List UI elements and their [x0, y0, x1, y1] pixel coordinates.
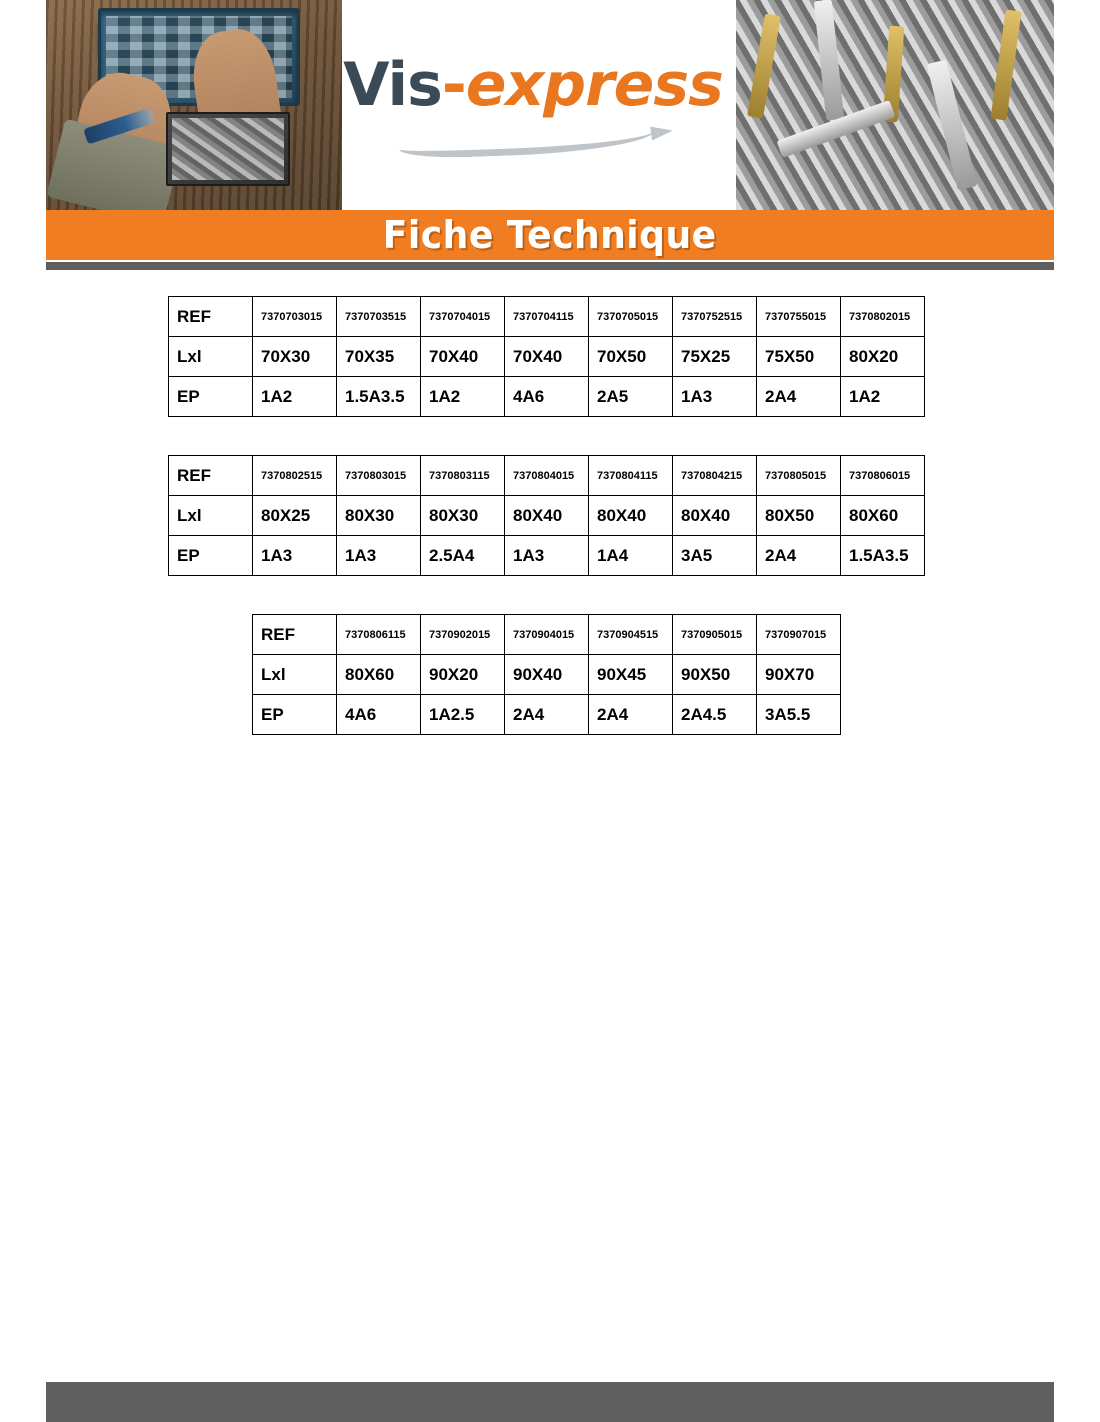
cell-lxl: 70X40	[421, 337, 505, 377]
cell-lxl: 80X40	[589, 496, 673, 536]
table-row	[253, 695, 841, 735]
page-footer-bar	[46, 1382, 1054, 1422]
logo-swoosh-icon	[399, 122, 667, 148]
cell-ep: 1A3	[505, 536, 589, 576]
cell-ref: 7370907015	[757, 615, 841, 655]
cell-lxl: 80X60	[841, 496, 925, 536]
workbench-screws-photo	[46, 0, 342, 210]
cell-ep: 2A4.5	[673, 695, 757, 735]
cell-lxl: 80X60	[337, 655, 421, 695]
cell-ref: 7370804115	[589, 456, 673, 496]
cell-ref: 7370704015	[421, 297, 505, 337]
cell-ref: 7370704115	[505, 297, 589, 337]
cell-ep: 1A3	[253, 536, 337, 576]
row-label-ref: REF	[169, 456, 253, 496]
cell-ep: 1A2	[253, 377, 337, 417]
logo-text	[343, 50, 723, 120]
cell-lxl: 90X20	[421, 655, 505, 695]
logo-text-express: express	[465, 50, 723, 120]
table-row	[169, 496, 925, 536]
cell-lxl: 70X30	[253, 337, 337, 377]
cell-lxl: 90X70	[757, 655, 841, 695]
cell-ref: 7370904515	[589, 615, 673, 655]
cell-ref: 7370904015	[505, 615, 589, 655]
row-label-ref: REF	[169, 297, 253, 337]
cell-ep: 2A4	[757, 536, 841, 576]
cell-ref: 7370802515	[253, 456, 337, 496]
cell-ep: 1.5A3.5	[337, 377, 421, 417]
logo-text-dash: -	[441, 50, 466, 120]
cell-ep: 4A6	[337, 695, 421, 735]
cell-ref: 7370803115	[421, 456, 505, 496]
row-label-ep: EP	[253, 695, 337, 735]
cell-lxl: 70X50	[589, 337, 673, 377]
cell-ref: 7370806115	[337, 615, 421, 655]
banner-divider	[46, 262, 1054, 270]
row-label-ep: EP	[169, 536, 253, 576]
cell-ref: 7370705015	[589, 297, 673, 337]
cell-ep: 4A6	[505, 377, 589, 417]
cell-ref: 7370755015	[757, 297, 841, 337]
table-row	[169, 456, 925, 496]
cell-lxl: 90X45	[589, 655, 673, 695]
cell-ep: 1.5A3.5	[841, 536, 925, 576]
cell-ref: 7370703515	[337, 297, 421, 337]
row-label-lxl: Lxl	[169, 496, 253, 536]
cell-ep: 1A3	[673, 377, 757, 417]
screw-tray-secondary	[166, 112, 290, 186]
page-title: Fiche Technique	[383, 213, 717, 257]
table-row	[253, 615, 841, 655]
cell-ref: 7370902015	[421, 615, 505, 655]
cell-ref: 7370804015	[505, 456, 589, 496]
cell-ref: 7370806015	[841, 456, 925, 496]
spec-table-3	[252, 614, 841, 735]
cell-ep: 2A4	[757, 377, 841, 417]
table-row	[253, 655, 841, 695]
table-row	[169, 536, 925, 576]
cell-lxl: 80X50	[757, 496, 841, 536]
cell-ref: 7370703015	[253, 297, 337, 337]
cell-lxl: 90X40	[505, 655, 589, 695]
cell-lxl: 70X40	[505, 337, 589, 377]
spec-table-2	[168, 455, 925, 576]
cell-lxl: 80X40	[505, 496, 589, 536]
spec-table-1	[168, 296, 925, 417]
cell-ep: 1A2	[421, 377, 505, 417]
cell-ep: 2A4	[589, 695, 673, 735]
cell-ep: 1A4	[589, 536, 673, 576]
fiche-technique-banner	[46, 210, 1054, 260]
cell-lxl: 90X50	[673, 655, 757, 695]
logo-area	[342, 0, 736, 210]
cell-ep: 3A5.5	[757, 695, 841, 735]
cell-ep: 3A5	[673, 536, 757, 576]
cell-ep: 1A2	[841, 377, 925, 417]
cell-lxl: 80X30	[421, 496, 505, 536]
cell-lxl: 80X30	[337, 496, 421, 536]
cell-ep: 2A5	[589, 377, 673, 417]
page-header	[46, 0, 1054, 210]
cell-lxl: 80X25	[253, 496, 337, 536]
cell-ref: 7370804215	[673, 456, 757, 496]
cell-lxl: 75X50	[757, 337, 841, 377]
cell-ep: 2A4	[505, 695, 589, 735]
cell-lxl: 80X20	[841, 337, 925, 377]
cell-ep: 1A2.5	[421, 695, 505, 735]
row-label-ref: REF	[253, 615, 337, 655]
cell-lxl: 70X35	[337, 337, 421, 377]
cell-lxl: 75X25	[673, 337, 757, 377]
cell-ep: 2.5A4	[421, 536, 505, 576]
row-label-ep: EP	[169, 377, 253, 417]
cell-ref: 7370905015	[673, 615, 757, 655]
cell-ref: 7370802015	[841, 297, 925, 337]
cell-ref: 7370803015	[337, 456, 421, 496]
row-label-lxl: Lxl	[169, 337, 253, 377]
brand-logo	[343, 50, 723, 148]
spec-tables	[0, 296, 1100, 773]
cell-ref: 7370805015	[757, 456, 841, 496]
table-row	[169, 337, 925, 377]
table-row	[169, 297, 925, 337]
table-row	[169, 377, 925, 417]
assorted-screws-photo	[736, 0, 1054, 210]
cell-ep: 1A3	[337, 536, 421, 576]
logo-text-vis: Vis	[343, 50, 442, 120]
row-label-lxl: Lxl	[253, 655, 337, 695]
cell-lxl: 80X40	[673, 496, 757, 536]
cell-ref: 7370752515	[673, 297, 757, 337]
